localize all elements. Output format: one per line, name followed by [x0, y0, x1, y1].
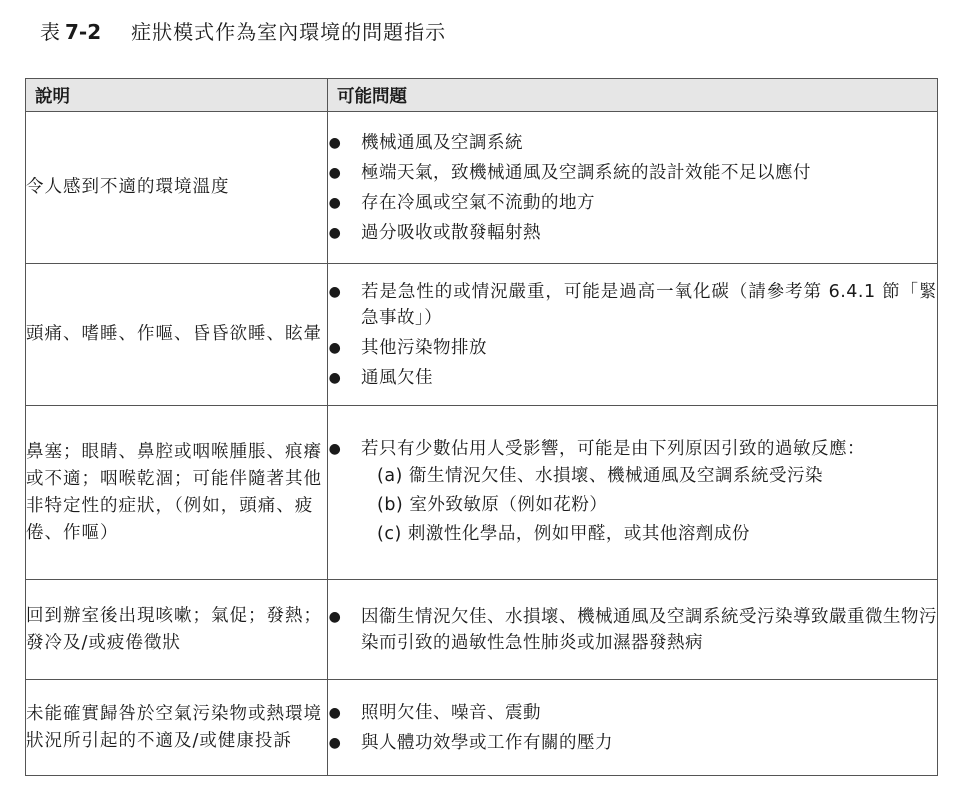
table-title-number: 7-2 — [65, 20, 102, 44]
bullet-icon: ● — [328, 339, 342, 356]
issue-text: 照明欠佳、噪音、震動 — [361, 702, 541, 723]
table-row — [26, 112, 938, 264]
table-row — [26, 406, 938, 580]
table-row — [26, 264, 938, 406]
issue-text: 若只有少數佔用人受影響，可能是由下列原因引致的過敏反應： — [361, 439, 865, 459]
list-item — [328, 700, 937, 726]
bullet-icon: ● — [328, 608, 342, 625]
list-item — [328, 190, 937, 216]
issue-text: 與人體功效學或工作有關的壓力 — [361, 732, 613, 753]
sub-item: (a) 衞生情況欠佳、水損壞、機械通風及空調系統受污染 — [377, 466, 823, 486]
row-description: 頭痛、嗜睡、作嘔、昏昏欲睡、眩暈 — [26, 264, 328, 406]
bullet-icon: ● — [328, 283, 342, 300]
issue-text: 存在冷風或空氣不流動的地方 — [361, 192, 595, 213]
row-description: 鼻塞；眼睛、鼻腔或咽喉腫脹、痕癢或不適；咽喉乾涸；可能伴隨著其他非特定性的症狀，（例如，頭痛、疲倦、作嘔） — [26, 406, 328, 580]
row-description: 回到辦室後出現咳嗽；氣促；發熱；發冷及/或疲倦徵狀 — [26, 580, 328, 680]
bullet-icon: ● — [328, 224, 342, 241]
issue-text: 過分吸收或散發輻射熱 — [361, 222, 541, 243]
table-row — [26, 680, 938, 776]
bullet-icon: ● — [328, 734, 342, 751]
table-row — [26, 580, 938, 680]
issue-text: 極端天氣，致機械通風及空調系統的設計效能不足以應付 — [361, 162, 811, 183]
sub-item: (c) 刺激性化學品，例如甲醛，或其他溶劑成份 — [377, 524, 750, 544]
table-title-text: 症狀模式作為室內環境的問題指示 — [131, 20, 447, 44]
list-item — [328, 130, 937, 156]
bullet-icon: ● — [328, 134, 342, 151]
issue-text: 若是急性的或情況嚴重，可能是過高一氧化碳（請參考第 6.4.1 節「緊急事故」） — [361, 281, 937, 328]
symptom-table — [25, 78, 938, 776]
bullet-icon: ● — [328, 704, 342, 721]
bullet-icon: ● — [328, 164, 342, 181]
row-issues — [328, 580, 938, 680]
row-issues — [328, 406, 938, 580]
list-item — [328, 604, 937, 656]
row-issues — [328, 264, 938, 406]
table-title-label: 表 — [40, 20, 61, 44]
row-description: 令人感到不適的環境溫度 — [26, 112, 328, 264]
row-description: 未能確實歸咎於空氣污染物或熱環境狀況所引起的不適及/或健康投訴 — [26, 680, 328, 776]
issue-text: 機械通風及空調系統 — [361, 132, 523, 153]
table-title — [40, 18, 446, 46]
issue-text: 通風欠佳 — [361, 367, 433, 388]
list-item — [328, 730, 937, 756]
issue-text: 其他污染物排放 — [361, 337, 487, 358]
issue-text: 因衞生情況欠佳、水損壞、機械通風及空調系統受污染導致嚴重微生物污染而引致的過敏性急性肺炎或加濕器發熱病 — [361, 606, 937, 653]
sub-item: (b) 室外致敏原（例如花粉） — [377, 495, 608, 515]
bullet-icon: ● — [328, 441, 342, 457]
list-item — [328, 365, 937, 391]
list-item — [328, 335, 937, 361]
list-item — [328, 436, 937, 549]
header-description: 說明 — [26, 79, 328, 112]
row-issues — [328, 680, 938, 776]
list-item — [328, 220, 937, 246]
header-possible-issues: 可能問題 — [328, 79, 938, 112]
header-row — [26, 79, 938, 112]
row-issues — [328, 112, 938, 264]
bullet-icon: ● — [328, 369, 342, 386]
list-item — [328, 279, 937, 331]
list-item — [328, 160, 937, 186]
bullet-icon: ● — [328, 194, 342, 211]
